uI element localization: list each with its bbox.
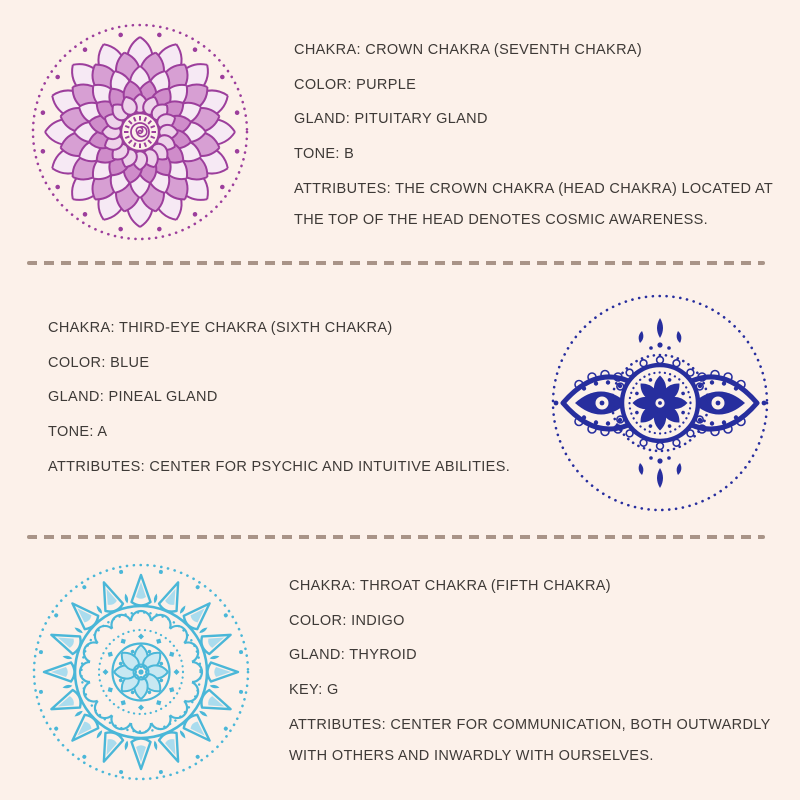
- third-eye-chakra-info-text: [48, 311, 568, 483]
- attributes-text: ATTRIBUTES: THE CROWN CHAKRA (HEAD CHAKRA) LOCATED AT THE TOP OF THE HEAD DENOTES COSMIC AWARENESS.: [294, 181, 773, 228]
- chakra-row: CHAKRA: THIRD-EYE CHAKRA (SIXTH CHAKRA): [48, 320, 393, 336]
- gland-row: GLAND: PINEAL GLAND: [48, 389, 218, 405]
- gland-row: GLAND: THYROID: [289, 647, 417, 663]
- purple-lotus-mandala-icon: [24, 16, 256, 248]
- attributes-text: ATTRIBUTES: CENTER FOR PSYCHIC AND INTUITIVE ABILITIES.: [48, 459, 511, 475]
- tone-row: TONE: B: [294, 145, 355, 162]
- throat-chakra-info-text: [289, 569, 777, 771]
- gland-row: GLAND: PITUITARY GLAND: [294, 111, 488, 127]
- chakra-row: CHAKRA: THROAT CHAKRA (FIFTH CHAKRA): [289, 578, 611, 594]
- cyan-sun-mandala-icon: [25, 556, 257, 788]
- color-row: COLOR: INDIGO: [289, 612, 405, 629]
- crown-chakra-info-text: [294, 33, 782, 235]
- crown-chakra-mandala-graphic: [24, 16, 256, 248]
- throat-chakra-mandala-graphic: [25, 556, 257, 788]
- key-row: KEY: G: [289, 681, 339, 698]
- dashed-divider: [27, 261, 765, 265]
- chakra-row: CHAKRA: CROWN CHAKRA (SEVENTH CHAKRA): [294, 42, 643, 58]
- blue-third-eye-mandala-icon: [544, 287, 776, 519]
- third-eye-chakra-graphic: [544, 287, 776, 519]
- dashed-divider: [27, 535, 765, 539]
- color-row: COLOR: PURPLE: [294, 76, 417, 93]
- tone-row: TONE: A: [48, 423, 108, 440]
- color-row: COLOR: BLUE: [48, 354, 150, 371]
- attributes-text: ATTRIBUTES: CENTER FOR COMMUNICATION, BOTH OUTWARDLY WITH OTHERS AND INWARDLY WITH OURSELVES.: [289, 717, 771, 764]
